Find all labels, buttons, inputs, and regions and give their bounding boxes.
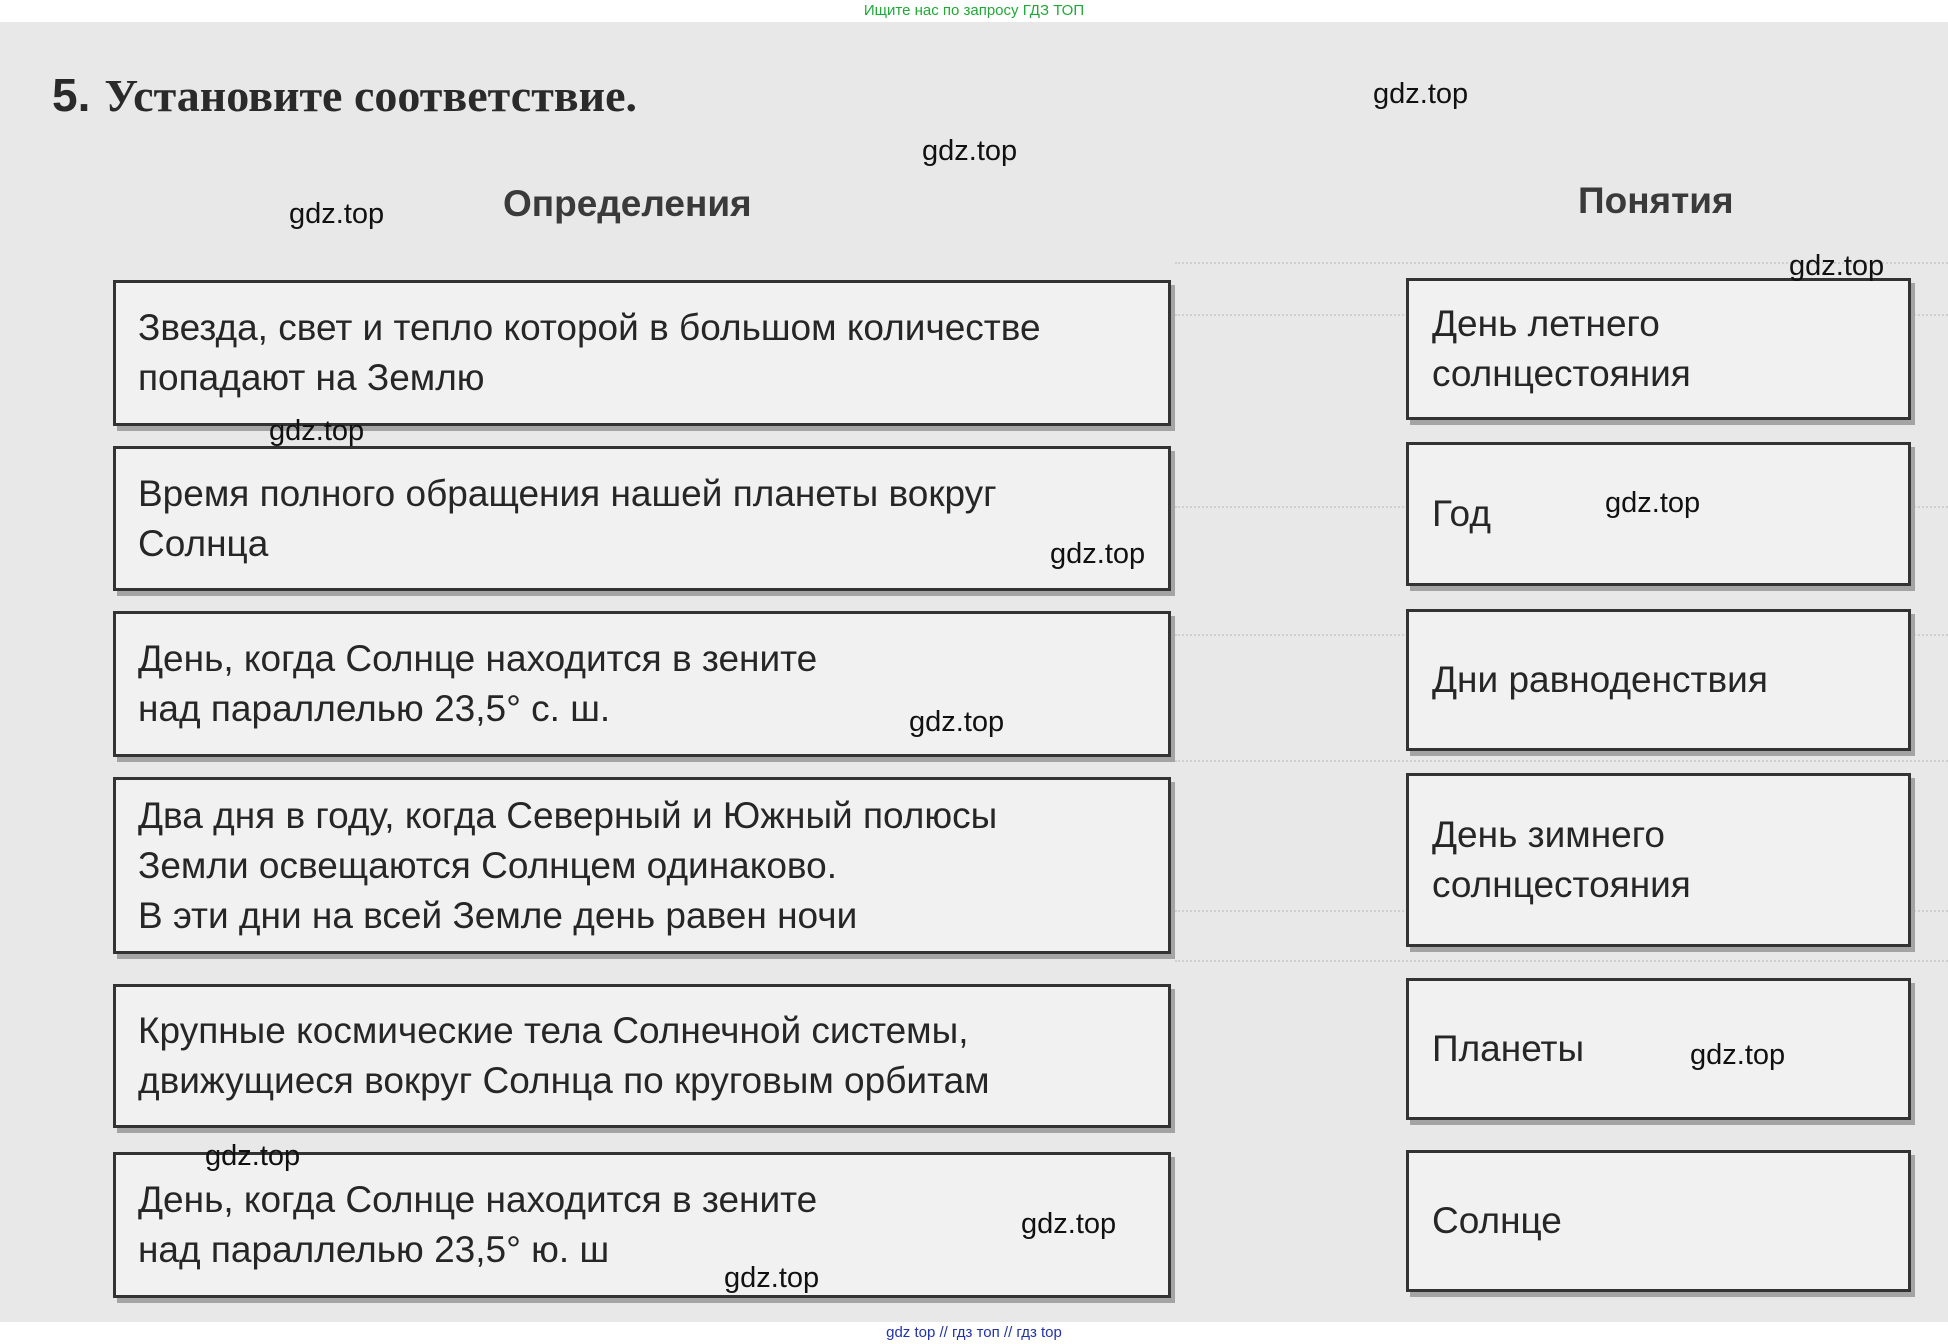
definition-card-6[interactable] [113,1152,1171,1298]
concept-card-3[interactable] [1406,609,1911,751]
watermark: gdz.top [1050,538,1146,570]
task-number: 5. [52,69,91,121]
definition-text: Два дня в году, когда Северный и Южный полюсы Земли освещаются Солнцем одинаково. В эти дни на всей Земле день равен ночи [138,794,998,936]
definition-text: Время полного обращения нашей планеты вокруг Солнца [138,472,997,564]
definition-card-5[interactable] [113,984,1171,1128]
watermark: gdz.top [289,198,385,230]
definition-text: День, когда Солнце находится в зените над параллелью 23,5° ю. ш [138,1179,818,1270]
watermark: gdz.top [269,415,365,447]
task-title [52,68,637,122]
definition-card-1[interactable] [113,280,1171,426]
bottom-banner[interactable]: gdz top // гдз топ // гдз top [0,1322,1948,1344]
concept-card-1[interactable] [1406,278,1911,420]
concept-card-6[interactable] [1406,1150,1911,1292]
concept-card-5[interactable] [1406,978,1911,1120]
concept-card-4[interactable] [1406,773,1911,947]
definition-card-4[interactable] [113,777,1171,954]
definition-card-3[interactable] [113,611,1171,757]
concept-text: День зимнего солнцестояния [1432,814,1691,905]
definitions-header: Определения [503,183,752,224]
watermark: gdz.top [1789,250,1885,282]
watermark: gdz.top [1021,1208,1117,1240]
watermark: gdz.top [909,706,1005,738]
concepts-header: Понятия [1578,180,1734,221]
concept-text: День летнего солнцестояния [1432,303,1691,394]
watermark: gdz.top [1690,1039,1786,1071]
watermark: gdz.top [1373,78,1469,110]
definition-text: Звезда, свет и тепло которой в большом количестве попадают на Землю [138,307,1041,398]
definition-text: День, когда Солнце находится в зените над параллелью 23,5° с. ш. [138,638,818,729]
watermark: gdz.top [1605,487,1701,519]
definition-text: Крупные космические тела Солнечной системы, движущиеся вокруг Солнца по круговым орбитам [138,1010,990,1101]
concept-text: Солнце [1432,1200,1562,1241]
bg-dotted-line [1175,760,1948,762]
bg-dotted-line [1175,960,1948,962]
concept-text: Год [1432,493,1491,534]
concept-text: Дни равноденствия [1432,659,1768,700]
watermark: gdz.top [922,135,1018,167]
watermark: gdz.top [724,1262,820,1294]
watermark: gdz.top [205,1140,301,1172]
task-title-text: Установите соответствие. [104,70,638,121]
concept-text: Планеты [1432,1028,1585,1069]
top-banner[interactable]: Ищите нас по запросу ГДЗ ТОП [0,0,1948,22]
definition-card-2[interactable] [113,446,1171,591]
